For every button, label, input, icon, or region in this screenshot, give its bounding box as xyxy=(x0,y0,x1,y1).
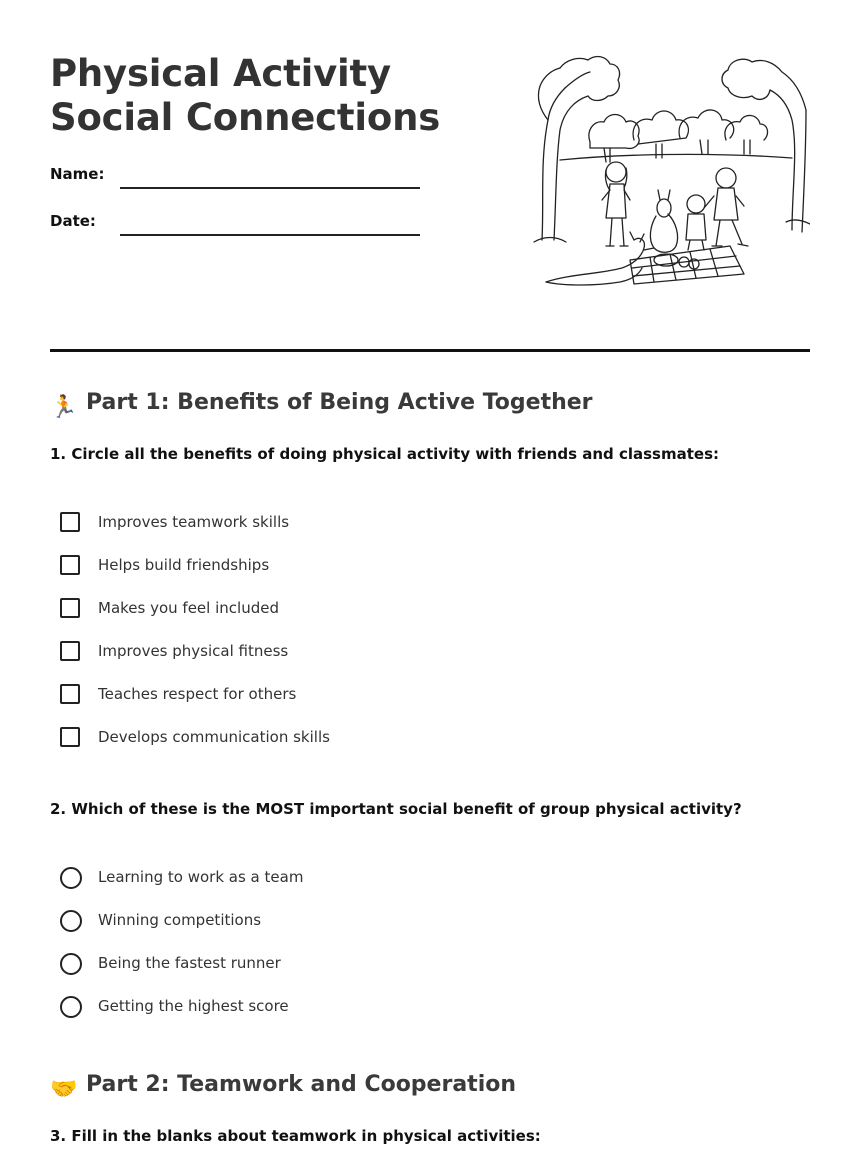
name-label: Name: xyxy=(50,165,105,183)
checkbox[interactable] xyxy=(60,598,80,618)
radio-option[interactable] xyxy=(60,995,760,1038)
question-1-text: 1. Circle all the benefits of doing physical activity with friends and classmates: xyxy=(50,445,720,463)
running-person-icon: 🏃 xyxy=(50,395,78,420)
checkbox[interactable] xyxy=(60,727,80,747)
worksheet-page xyxy=(50,0,810,1161)
option-label: Makes you feel included xyxy=(98,599,279,617)
option-label: Improves physical fitness xyxy=(98,642,289,660)
part1-title: Part 1: Benefits of Being Active Together xyxy=(86,390,593,415)
worksheet-header xyxy=(50,50,810,290)
checkbox[interactable] xyxy=(60,684,80,704)
name-field xyxy=(50,162,420,192)
date-label: Date: xyxy=(50,212,96,230)
checkbox-option[interactable] xyxy=(60,726,760,769)
radio-button[interactable] xyxy=(60,910,82,932)
handshake-icon: 🤝 xyxy=(50,1077,78,1102)
option-label: Getting the highest score xyxy=(98,997,289,1015)
checkbox[interactable] xyxy=(60,641,80,661)
part1-heading xyxy=(50,388,593,423)
radio-button[interactable] xyxy=(60,953,82,975)
option-label: Learning to work as a team xyxy=(98,868,304,886)
checkbox-option[interactable] xyxy=(60,554,760,597)
part2-title: Part 2: Teamwork and Cooperation xyxy=(86,1072,517,1097)
checkbox[interactable] xyxy=(60,555,80,575)
checkbox-option[interactable] xyxy=(60,597,760,640)
option-label: Teaches respect for others xyxy=(98,685,297,703)
question-2-text: 2. Which of these is the MOST important social benefit of group physical activity? xyxy=(50,800,742,818)
option-label: Improves teamwork skills xyxy=(98,513,290,531)
question-2-options xyxy=(60,866,760,1038)
radio-button[interactable] xyxy=(60,867,82,889)
radio-button[interactable] xyxy=(60,996,82,1018)
worksheet-title: Physical Activity Social Connections xyxy=(50,52,441,139)
option-label: Winning competitions xyxy=(98,911,262,929)
date-field xyxy=(50,209,420,239)
radio-option[interactable] xyxy=(60,909,760,952)
park-picnic-illustration xyxy=(530,50,810,290)
checkbox-option[interactable] xyxy=(60,511,760,554)
radio-option[interactable] xyxy=(60,952,760,995)
option-label: Being the fastest runner xyxy=(98,954,281,972)
radio-option[interactable] xyxy=(60,866,760,909)
option-label: Helps build friendships xyxy=(98,556,270,574)
checkbox-option[interactable] xyxy=(60,640,760,683)
checkbox[interactable] xyxy=(60,512,80,532)
checkbox-option[interactable] xyxy=(60,683,760,726)
part2-heading xyxy=(50,1070,516,1105)
option-label: Develops communication skills xyxy=(98,728,330,746)
header-divider xyxy=(50,349,810,352)
name-line[interactable] xyxy=(120,187,420,189)
date-line[interactable] xyxy=(120,234,420,236)
question-1-options xyxy=(60,511,760,769)
question-3-text: 3. Fill in the blanks about teamwork in physical activities: xyxy=(50,1127,541,1145)
